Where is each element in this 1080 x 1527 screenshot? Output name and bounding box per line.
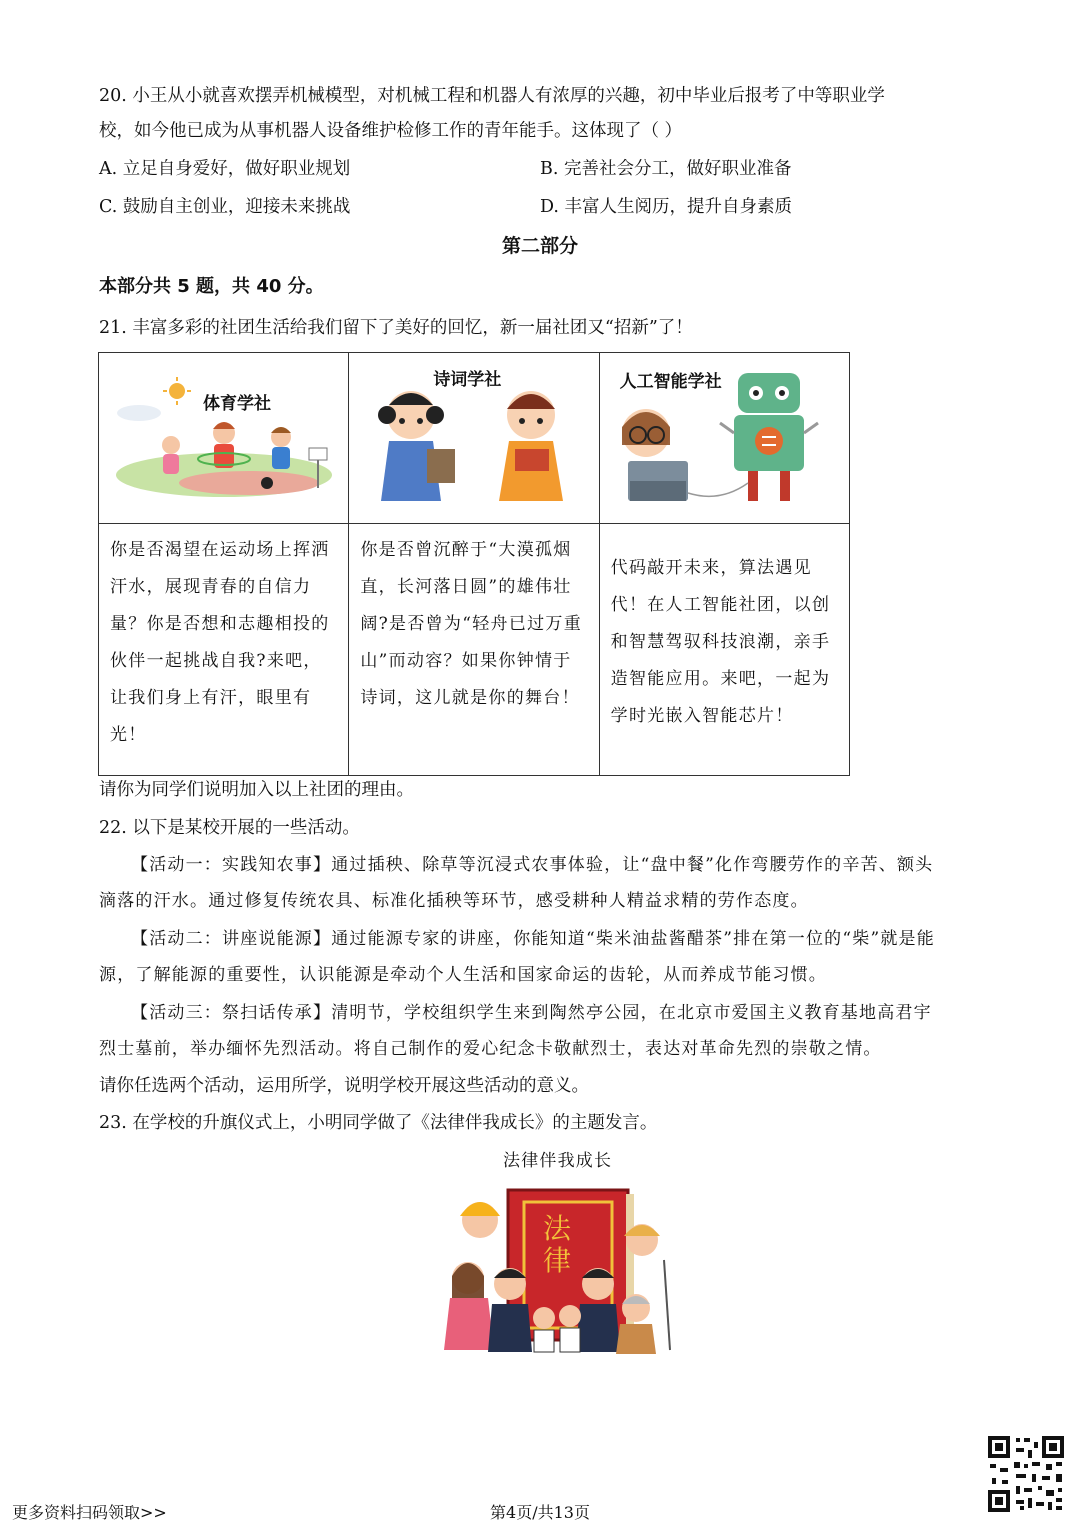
q22-activity2-line2: 源，了解能源的重要性，认识能源是牵动个人生活和国家命运的齿轮，从而养成节能习惯。 <box>99 965 827 985</box>
club-poetry-text-cell <box>349 524 599 776</box>
club-ai-image-cell <box>599 353 849 524</box>
sports-illustration <box>99 353 349 509</box>
footer-scan-prompt[interactable]: 更多资料扫码领取>> <box>12 1503 167 1522</box>
q23-stem: 23. 在学校的升旗仪式上，小明同学做了《法律伴我成长》的主题发言。 <box>99 1113 658 1133</box>
q20-option-a: A. 立足自身爱好，做好职业规划 <box>99 159 351 179</box>
q23-caption: 法律伴我成长 <box>503 1151 613 1171</box>
club-poetry-name: 诗词学社 <box>433 370 502 390</box>
q22-question: 请你任选两个活动，运用所学，说明学校开展这些活动的意义。 <box>99 1076 589 1096</box>
q22-activity2-line1: 【活动二：讲座说能源】通过能源专家的讲座，你能知道“柴米油盐酱醋茶”排在第一位的“柴”就是能 <box>131 929 935 949</box>
club-sports-image-cell <box>99 353 349 524</box>
club-poetry-image-cell <box>349 353 599 524</box>
helmet-icon <box>460 1202 500 1216</box>
page-number: 第4页/共13页 <box>490 1503 590 1522</box>
club-sports-name: 体育学社 <box>203 394 271 414</box>
q20-line1: 20. 小王从小就喜欢摆弄机械模型，对机械工程和机器人有浓厚的兴趣，初中毕业后报考了中等职业学 <box>99 86 885 106</box>
q20-option-c: C. 鼓励自主创业，迎接未来挑战 <box>99 197 351 217</box>
club-table <box>98 352 850 776</box>
q22-activity1-line1: 【活动一：实践知农事】通过插秧、除草等沉浸式农事体验，让“盘中餐”化作弯腰劳作的辛苦、额头 <box>131 855 934 875</box>
part2-intro: 本部分共 5 题，共 40 分。 <box>99 276 324 297</box>
part2-title: 第二部分 <box>501 235 578 257</box>
q21-stem: 21. 丰富多彩的社团生活给我们留下了美好的回忆，新一届社团又“招新”了！ <box>99 318 693 338</box>
q22-activity3-line1: 【活动三：祭扫话传承】清明节，学校组织学生来到陶然亭公园，在北京市爱国主义教育基地高君宇 <box>131 1003 932 1023</box>
q22-stem: 22. 以下是某校开展的一些活动。 <box>99 818 360 838</box>
club-ai-name: 人工智能学社 <box>619 372 722 392</box>
q21-question: 请你为同学们说明加入以上社团的理由。 <box>99 780 414 800</box>
club-poetry-text: 你是否曾沉醉于“大漠孤烟直，长河落日圆”的雄伟壮阔?是否曾为“轻舟已过万重山”而动容？如果你钟情于诗词，这儿就是你的舞台！ <box>360 540 583 709</box>
club-ai-text-cell <box>599 524 849 776</box>
sun-icon <box>169 383 185 399</box>
club-sports-text: 你是否渴望在运动场上挥洒汗水，展现青春的自信力量？你是否想和志趣相投的伙伴一起挑战自我?来吧，让我们身上有汗，眼里有光！ <box>110 540 330 746</box>
club-ai-text: 代码敲开未来，算法遇见代！在人工智能社团，以创和智慧驾驭科技浪潮，亲手造智能应用。来吧，一起为学时光嵌入智能芯片！ <box>610 558 831 727</box>
q22-activity1-line2: 滴落的汗水。通过修复传统农具、标准化插秧等环节，感受耕种人精益求精的劳作态度。 <box>99 891 809 911</box>
q22-activity3-line2: 烈士墓前，举办缅怀先烈活动。将自己制作的爱心纪念卡敬献烈士，表达对革命先烈的崇敬之情。 <box>99 1039 882 1059</box>
q20-option-d: D. 丰富人生阅历，提升自身素质 <box>540 197 793 217</box>
q20-option-b: B. 完善社会分工，做好职业准备 <box>540 159 792 179</box>
law-book-text: 法律 <box>543 1212 572 1277</box>
q20-line2: 校，如今他已成为从事机器人设备维护检修工作的青年能手。这体现了（ ） <box>99 121 683 141</box>
club-sports-text-cell <box>99 524 349 776</box>
